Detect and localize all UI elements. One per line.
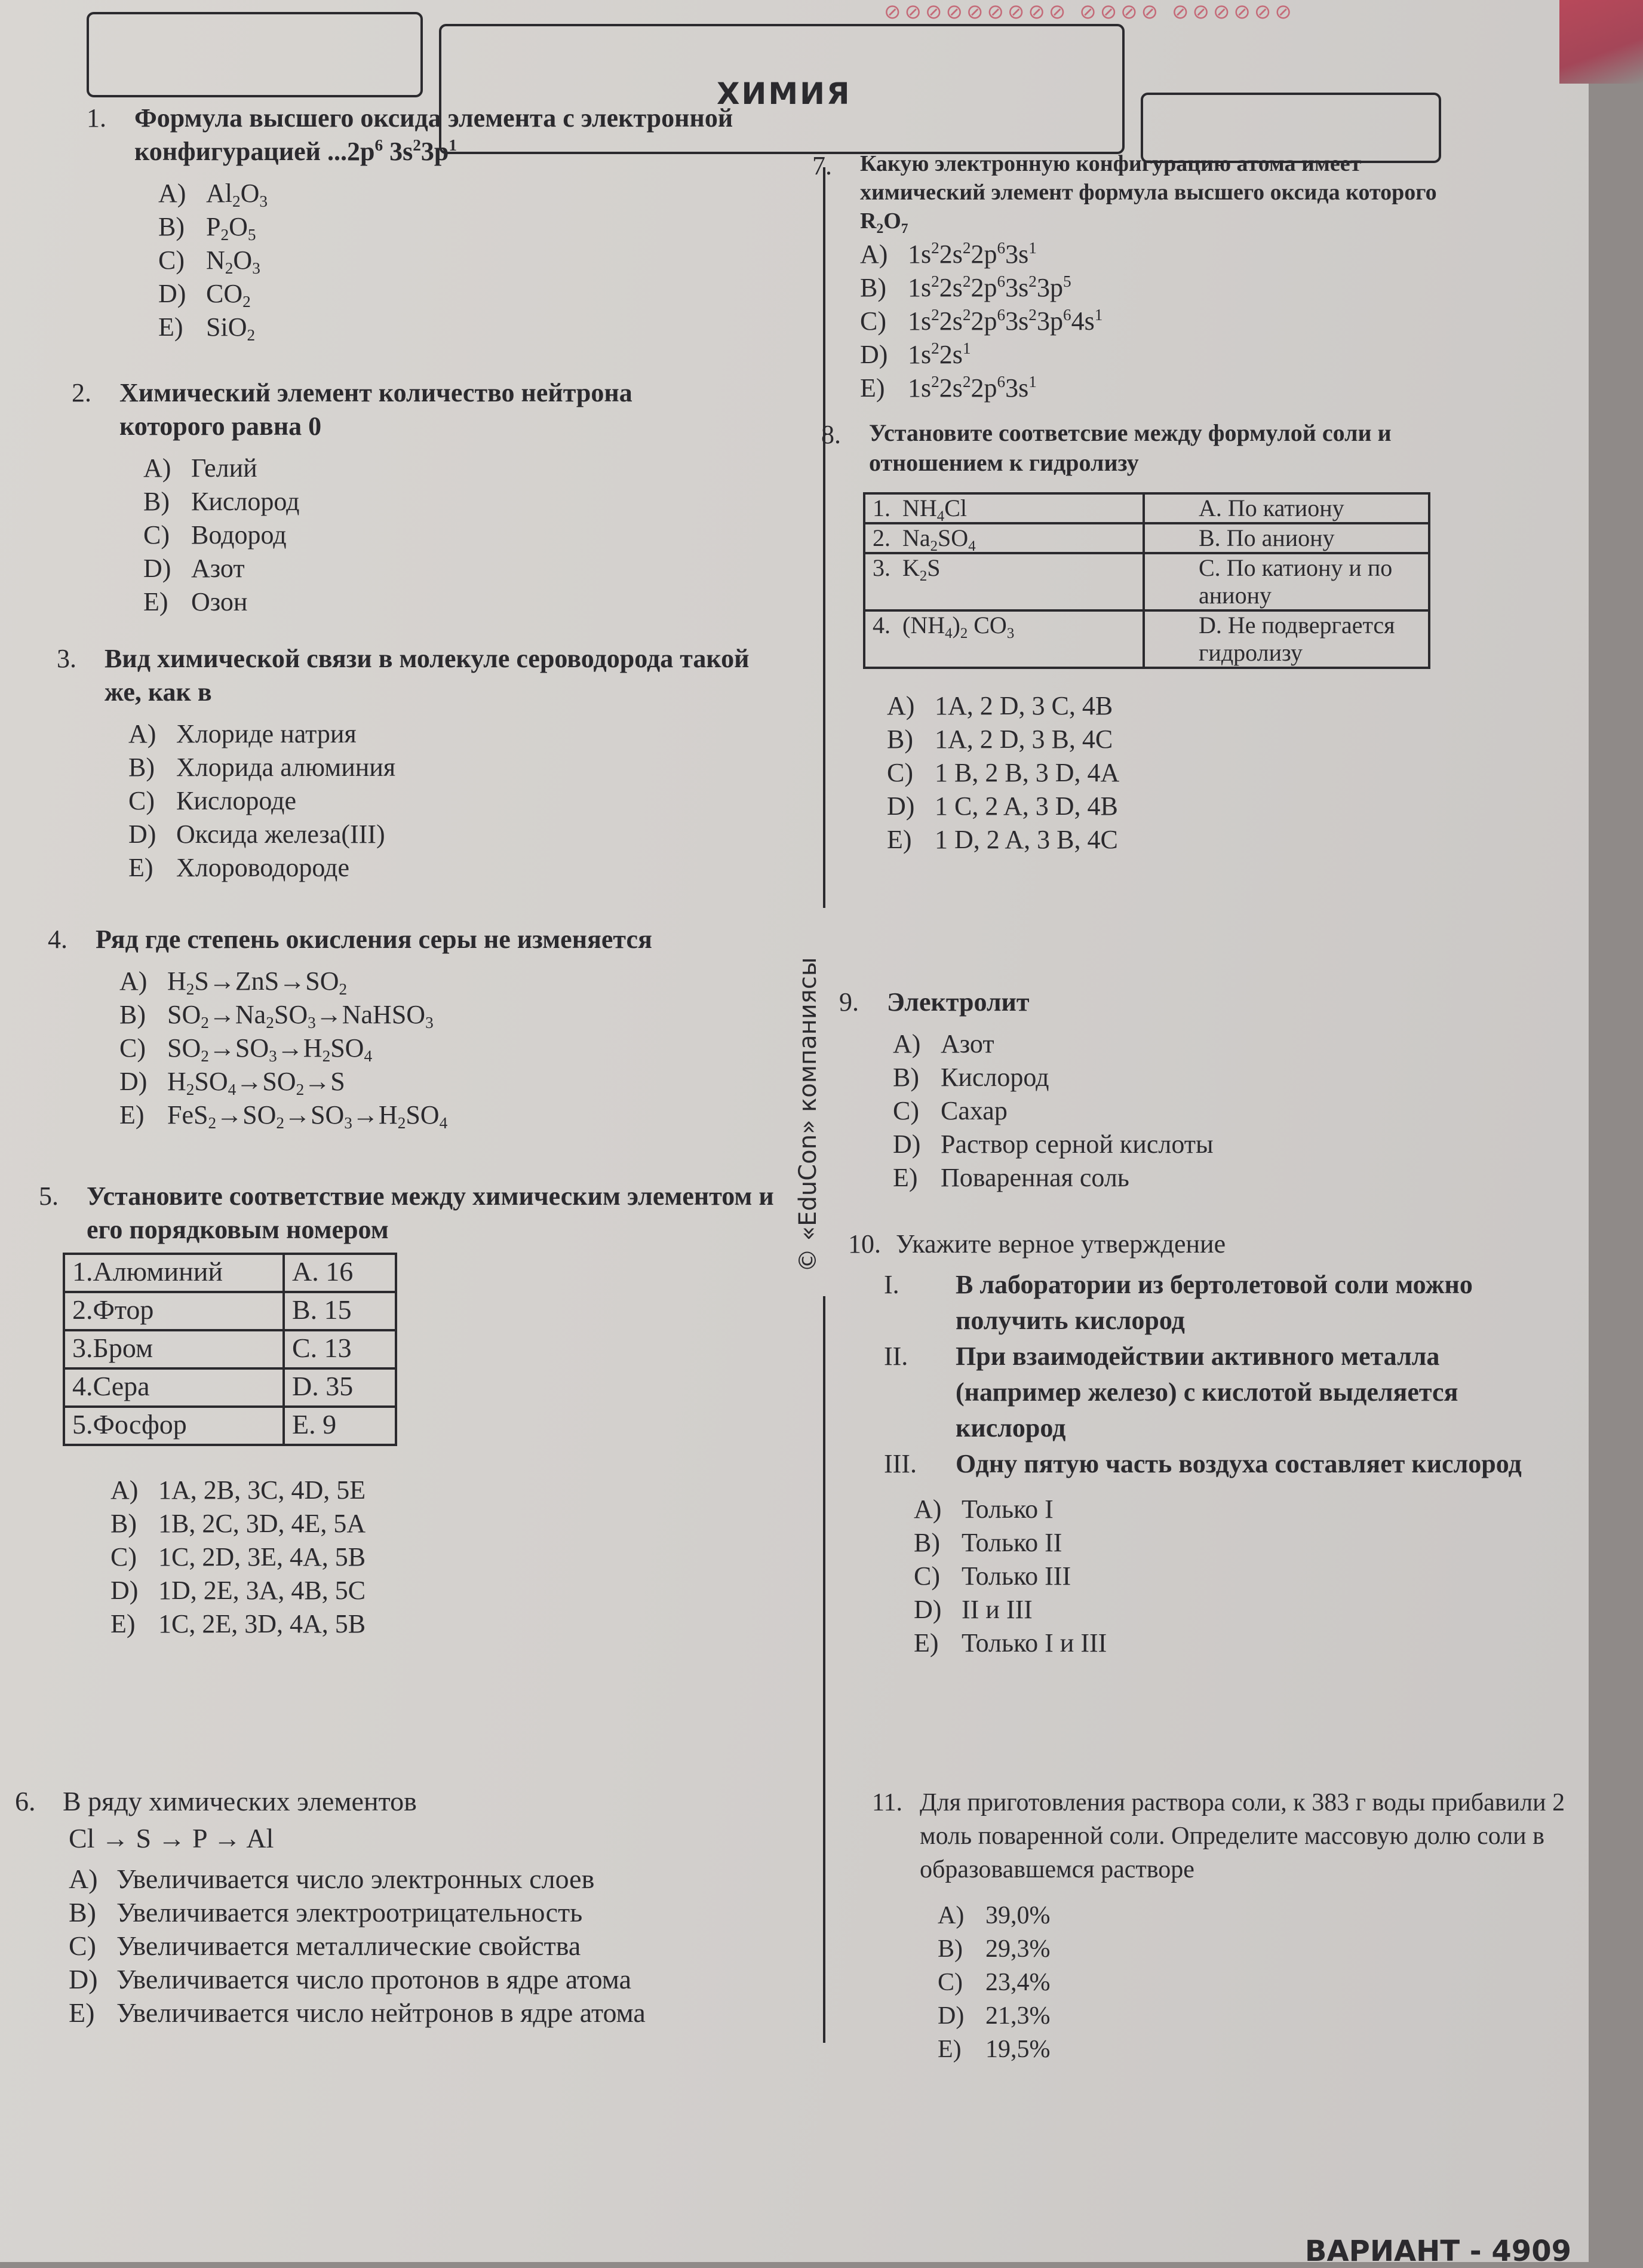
background-corner bbox=[1559, 0, 1643, 84]
option-text: $1s^22s^22p^63s^1$ bbox=[908, 239, 1037, 269]
question-number: 8. bbox=[821, 420, 841, 449]
table-row bbox=[864, 523, 1429, 553]
answer-option-c[interactable] bbox=[143, 518, 729, 552]
option-text: 21,3% bbox=[985, 2002, 1051, 2030]
option-text: $1s^22s^22p^63s^23p^64s^1$ bbox=[908, 306, 1103, 336]
option-letter: E) bbox=[914, 1628, 939, 1658]
option-letter: E) bbox=[158, 312, 183, 342]
question-text: Вид химической связи в молекуле сероводорода такой же, как в bbox=[105, 644, 750, 707]
option-letter: A) bbox=[143, 453, 171, 483]
table-row bbox=[864, 553, 1429, 610]
question-number: 7. bbox=[812, 151, 832, 180]
option-letter: A) bbox=[128, 719, 156, 748]
answer-option-e[interactable] bbox=[893, 1161, 1436, 1195]
answer-option-b[interactable] bbox=[110, 1503, 791, 1537]
option-letter: E) bbox=[119, 1100, 145, 1130]
question-text: Установите соответствие между химическим элементом и его порядковым номером bbox=[87, 1181, 774, 1244]
option-letter: D) bbox=[110, 1576, 139, 1605]
answer-option-c[interactable] bbox=[158, 244, 744, 277]
question-6 bbox=[15, 1783, 839, 2028]
option-letter: B) bbox=[110, 1509, 137, 1538]
option-letter: C) bbox=[110, 1542, 137, 1572]
option-text: $Al_2O_3$ bbox=[206, 179, 268, 210]
answer-option-e[interactable] bbox=[119, 1098, 788, 1132]
question-number: 6. bbox=[15, 1786, 36, 1816]
question-number: 11. bbox=[872, 1789, 902, 1816]
option-text: 1A, 2B, 3C, 4D, 5E bbox=[158, 1475, 366, 1505]
option-text: Водород bbox=[191, 520, 287, 550]
hydrolysis-table bbox=[863, 492, 1430, 669]
option-letter: A) bbox=[110, 1475, 139, 1505]
statement-text: В лаборатории из бертолетовой соли можно получить кислород bbox=[956, 1270, 1473, 1335]
answer-option-d[interactable] bbox=[119, 1065, 788, 1098]
answer-option-d[interactable] bbox=[938, 1995, 1601, 2028]
option-text: 29,3% bbox=[985, 1935, 1051, 1963]
option-text: Увеличивается электроотрицательность bbox=[116, 1897, 583, 1928]
option-letter: A) bbox=[887, 691, 915, 720]
option-text: $SO_2\to SO_3\to H_2SO_4$ bbox=[167, 1033, 373, 1065]
option-text: 1A, 2 D, 3 B, 4C bbox=[935, 725, 1113, 754]
answer-option-d[interactable] bbox=[110, 1570, 791, 1604]
option-letter: A) bbox=[119, 966, 148, 996]
option-letter: B) bbox=[914, 1528, 940, 1557]
element-cell: 2.Фтор bbox=[64, 1292, 284, 1330]
answer-option-a[interactable] bbox=[938, 1895, 1601, 1928]
answer-option-c[interactable] bbox=[69, 1928, 839, 1961]
number-cell: C. 13 bbox=[284, 1330, 396, 1368]
hydrolysis-type-cell: C. По катиону и по аниону bbox=[1144, 553, 1429, 610]
option-text: Гелий bbox=[191, 453, 257, 483]
option-letter: E) bbox=[887, 825, 912, 854]
table-row bbox=[64, 1254, 396, 1292]
number-cell: B. 15 bbox=[284, 1292, 396, 1330]
option-letter: D) bbox=[938, 2002, 965, 2030]
option-letter: A) bbox=[158, 179, 186, 208]
option-text: Раствор серной кислоты bbox=[941, 1130, 1214, 1159]
question-1 bbox=[87, 102, 744, 344]
answer-option-a[interactable] bbox=[887, 689, 1478, 723]
answer-option-b[interactable] bbox=[914, 1524, 1541, 1557]
question-5 bbox=[39, 1180, 791, 1637]
answer-option-a[interactable] bbox=[893, 1027, 1436, 1061]
question-4 bbox=[48, 923, 788, 1132]
option-letter: B) bbox=[119, 1000, 146, 1029]
option-text: 1A, 2 D, 3 C, 4B bbox=[935, 691, 1113, 720]
question-text: Для приготовления раствора соли, к 383 г воды прибавили 2 моль поваренной соли. Определите массовую долю соли в образовавшемся растворе bbox=[920, 1789, 1565, 1883]
element-series: Cl → S → P → Al bbox=[69, 1823, 274, 1853]
answer-option-a[interactable] bbox=[69, 1861, 839, 1894]
option-text: $1s^22s^22p^63s^1$ bbox=[908, 373, 1037, 403]
option-text: Хлорида алюминия bbox=[176, 753, 396, 782]
question-number: 3. bbox=[57, 644, 76, 673]
question-number: 1. bbox=[87, 103, 106, 133]
answer-option-e[interactable] bbox=[69, 1994, 839, 2028]
answer-option-d[interactable] bbox=[143, 552, 729, 585]
option-text: $SO_2\to Na_2SO_3\to NaHSO_3$ bbox=[167, 1000, 434, 1032]
option-text: $H_2SO_4\to SO_2\to S$ bbox=[167, 1067, 345, 1098]
answer-option-a[interactable] bbox=[158, 177, 744, 210]
option-text: Увеличивается число электронных слоев bbox=[116, 1864, 595, 1894]
salt-formula-cell: 2. $Na_2SO_4$ bbox=[864, 523, 1144, 553]
answer-option-b[interactable] bbox=[158, 210, 744, 244]
answer-option-a[interactable] bbox=[119, 965, 788, 998]
answer-option-e[interactable] bbox=[938, 2028, 1601, 2062]
option-text: $P_2O_5$ bbox=[206, 212, 256, 244]
option-text: Азот bbox=[941, 1029, 994, 1058]
answer-option-c[interactable] bbox=[110, 1537, 791, 1570]
statement-text: При взаимодействии активного металла (например железо) с кислотой выделяется кислород bbox=[956, 1342, 1458, 1443]
option-text: $CO_2$ bbox=[206, 279, 251, 311]
option-text: Только I bbox=[962, 1494, 1054, 1524]
option-letter: B) bbox=[69, 1897, 96, 1928]
hydrolysis-type-cell: A. По катиону bbox=[1144, 493, 1429, 523]
question-text: Ряд где степень окисления серы не изменяется bbox=[96, 925, 652, 954]
statement-number: II. bbox=[884, 1342, 908, 1371]
option-text: 1B, 2C, 3D, 4E, 5A bbox=[158, 1509, 366, 1538]
option-letter: E) bbox=[69, 1997, 95, 2028]
option-letter: E) bbox=[128, 853, 153, 882]
option-letter: E) bbox=[110, 1609, 136, 1638]
option-text: $N_2O_3$ bbox=[206, 245, 260, 277]
question-number: 10. bbox=[848, 1229, 881, 1259]
answer-option-e[interactable] bbox=[887, 823, 1478, 857]
table-row bbox=[64, 1330, 396, 1368]
matching-table bbox=[63, 1253, 397, 1446]
option-letter: B) bbox=[158, 212, 185, 241]
option-letter: E) bbox=[938, 2036, 962, 2063]
option-letter: A) bbox=[938, 1902, 965, 1929]
option-text: Оксида железа(III) bbox=[176, 820, 385, 849]
answer-option-c[interactable] bbox=[938, 1962, 1601, 1995]
option-text: Только I и III bbox=[962, 1628, 1107, 1658]
option-letter: B) bbox=[938, 1935, 963, 1963]
option-text: 23,4% bbox=[985, 1969, 1051, 1996]
option-text: Азот bbox=[191, 554, 245, 583]
answer-option-b[interactable] bbox=[887, 723, 1478, 756]
header-box-left bbox=[87, 12, 423, 97]
option-text: Кислороде bbox=[176, 786, 297, 815]
salt-formula-cell: 3. $K_2S$ bbox=[864, 553, 1144, 610]
option-letter: B) bbox=[893, 1063, 919, 1092]
answer-option-d[interactable] bbox=[893, 1128, 1436, 1161]
option-text: Увеличивается металлические свойства bbox=[116, 1931, 581, 1961]
copyright-note: © «EduCon» компаниясы bbox=[794, 957, 822, 1272]
answer-option-e[interactable] bbox=[914, 1624, 1541, 1658]
question-text: Электролит bbox=[887, 987, 1030, 1017]
answer-option-b[interactable] bbox=[119, 998, 788, 1032]
option-text: Увеличивается число протонов в ядре атома bbox=[116, 1964, 631, 1994]
option-text: Сахар bbox=[941, 1096, 1008, 1125]
answer-option-e[interactable] bbox=[110, 1604, 791, 1637]
option-letter: E) bbox=[893, 1163, 918, 1192]
option-letter: D) bbox=[158, 279, 186, 308]
option-letter: A) bbox=[860, 240, 888, 269]
option-letter: C) bbox=[938, 1969, 963, 1996]
question-9 bbox=[839, 986, 1436, 1195]
number-cell: A. 16 bbox=[284, 1254, 396, 1292]
question-10 bbox=[848, 1227, 1541, 1658]
option-text: Поваренная соль bbox=[941, 1163, 1129, 1192]
option-letter: D) bbox=[860, 340, 888, 369]
question-text: Формула высшего оксида элемента с электронной конфигурацией $...2p^6$ $3s^23p^1$ bbox=[134, 103, 733, 166]
element-cell: 5.Фосфор bbox=[64, 1407, 284, 1445]
option-text: 1C, 2E, 3D, 4A, 5B bbox=[158, 1609, 366, 1638]
option-letter: B) bbox=[887, 725, 913, 754]
question-text: В ряду химических элементов bbox=[63, 1786, 417, 1816]
answer-option-d[interactable] bbox=[128, 818, 785, 851]
question-8 bbox=[821, 418, 1478, 857]
option-letter: D) bbox=[143, 554, 171, 583]
variant-number: ВАРИАНТ - 4909 bbox=[1304, 2235, 1571, 2268]
option-letter: B) bbox=[860, 273, 886, 302]
option-letter: D) bbox=[128, 820, 156, 849]
option-text: Только III bbox=[962, 1561, 1071, 1591]
hydrolysis-type-cell: D. Не подвергается гидролизу bbox=[1144, 610, 1429, 668]
option-text: 1 C, 2 A, 3 D, 4B bbox=[935, 791, 1118, 821]
option-text: $FeS_2\to SO_2\to SO_3\to H_2SO_4$ bbox=[167, 1100, 448, 1132]
salt-formula-cell: 4. $(NH_4)_2$ $CO_3$ bbox=[864, 610, 1144, 668]
answer-option-d[interactable] bbox=[914, 1591, 1541, 1624]
answer-option-c[interactable] bbox=[119, 1032, 788, 1065]
question-2 bbox=[72, 376, 729, 619]
question-number: 9. bbox=[839, 987, 859, 1017]
answer-option-a[interactable] bbox=[914, 1490, 1541, 1524]
answer-option-e[interactable] bbox=[143, 585, 729, 619]
table-row bbox=[64, 1368, 396, 1407]
answer-option-b[interactable] bbox=[69, 1894, 839, 1928]
option-text: Увеличивается число нейтронов в ядре атома bbox=[116, 1997, 646, 2028]
answer-option-e[interactable] bbox=[128, 851, 785, 885]
answer-option-b[interactable] bbox=[143, 485, 729, 518]
option-text: Только II bbox=[962, 1528, 1062, 1557]
hydrolysis-type-cell: B. По аниону bbox=[1144, 523, 1429, 553]
option-text: Кислород bbox=[941, 1063, 1049, 1092]
option-text: Озон bbox=[191, 587, 248, 616]
option-text: Кислород bbox=[191, 487, 300, 516]
option-text: 1 D, 2 A, 3 B, 4C bbox=[935, 825, 1118, 854]
answer-option-a[interactable] bbox=[860, 238, 1469, 271]
option-letter: C) bbox=[119, 1033, 146, 1063]
option-letter: A) bbox=[69, 1864, 98, 1894]
question-text: Химический элемент количество нейтрона которого равна 0 bbox=[119, 378, 632, 441]
question-7 bbox=[812, 149, 1469, 405]
statement-item bbox=[884, 1267, 1541, 1339]
answer-option-b[interactable] bbox=[128, 751, 785, 784]
answer-option-c[interactable] bbox=[128, 784, 785, 818]
answer-option-c[interactable] bbox=[860, 305, 1469, 338]
option-letter: E) bbox=[143, 587, 168, 616]
answer-option-d[interactable] bbox=[69, 1961, 839, 1994]
option-text: 1 B, 2 B, 3 D, 4A bbox=[935, 758, 1120, 787]
table-row bbox=[64, 1292, 396, 1330]
question-11 bbox=[872, 1786, 1601, 2062]
answer-option-d[interactable] bbox=[158, 277, 744, 311]
answer-option-d[interactable] bbox=[860, 338, 1469, 372]
option-text: 19,5% bbox=[985, 2036, 1051, 2063]
question-text: Укажите верное утверждение bbox=[896, 1229, 1226, 1259]
statement-item bbox=[884, 1339, 1541, 1446]
salt-formula-cell: 1. $NH_4Cl$ bbox=[864, 493, 1144, 523]
statement-number: I. bbox=[884, 1270, 899, 1299]
option-letter: C) bbox=[158, 245, 185, 275]
number-cell: E. 9 bbox=[284, 1407, 396, 1445]
option-letter: D) bbox=[119, 1067, 148, 1096]
option-text: 39,0% bbox=[985, 1902, 1051, 1929]
answer-option-a[interactable] bbox=[110, 1470, 791, 1503]
option-text: $1s^22s^22p^63s^23p^5$ bbox=[908, 272, 1071, 302]
option-letter: C) bbox=[860, 306, 886, 336]
element-cell: 1.Алюминий bbox=[64, 1254, 284, 1292]
question-number: 5. bbox=[39, 1181, 59, 1211]
option-letter: D) bbox=[893, 1130, 921, 1159]
answer-option-e[interactable] bbox=[158, 311, 744, 344]
option-letter: E) bbox=[860, 373, 885, 403]
question-text: Какую электронную конфигурацию атома имеет химический элемент формула высшего оксида которого $R_2O_7$ bbox=[860, 151, 1437, 237]
option-letter: A) bbox=[893, 1029, 921, 1058]
question-number: 4. bbox=[48, 925, 67, 954]
option-text: 1C, 2D, 3E, 4A, 5B bbox=[158, 1542, 366, 1572]
option-letter: B) bbox=[128, 753, 155, 782]
column-divider-bottom bbox=[823, 1296, 825, 2043]
answer-option-c[interactable] bbox=[887, 756, 1478, 790]
option-text: 1D, 2E, 3A, 4B, 5C bbox=[158, 1576, 366, 1605]
answer-option-c[interactable] bbox=[893, 1094, 1436, 1128]
answer-option-d[interactable] bbox=[887, 790, 1478, 823]
question-number: 2. bbox=[72, 378, 91, 407]
statement-number: III. bbox=[884, 1449, 917, 1478]
option-text: Хлороводороде bbox=[176, 853, 349, 882]
option-letter: C) bbox=[143, 520, 170, 550]
option-letter: C) bbox=[69, 1931, 96, 1961]
answer-option-e[interactable] bbox=[860, 372, 1469, 405]
option-letter: B) bbox=[143, 487, 170, 516]
element-cell: 4.Сера bbox=[64, 1368, 284, 1407]
option-text: $1s^22s^1$ bbox=[908, 339, 971, 369]
answer-option-c[interactable] bbox=[914, 1557, 1541, 1591]
option-letter: C) bbox=[893, 1096, 919, 1125]
answer-option-a[interactable] bbox=[143, 452, 729, 485]
table-row bbox=[64, 1407, 396, 1445]
option-letter: D) bbox=[69, 1964, 98, 1994]
subject-title: ХИМИЯ bbox=[717, 76, 852, 111]
question-text: Установите соответсвие между формулой соли и отношением к гидролизу bbox=[869, 419, 1392, 476]
option-text: $H_2S\to ZnS\to SO_2$ bbox=[167, 966, 348, 998]
table-row bbox=[864, 610, 1429, 668]
table-row bbox=[864, 493, 1429, 523]
answer-option-b[interactable] bbox=[860, 271, 1469, 305]
option-letter: C) bbox=[128, 786, 155, 815]
answer-bubbles-strip: ⊘⊘⊘⊘⊘⊘⊘⊘⊘ ⊘⊘⊘⊘ ⊘⊘⊘⊘⊘⊘ bbox=[884, 0, 1295, 24]
answer-option-a[interactable] bbox=[128, 717, 785, 751]
answer-option-b[interactable] bbox=[938, 1928, 1601, 1962]
option-text: II и III bbox=[962, 1595, 1033, 1624]
answer-option-b[interactable] bbox=[893, 1061, 1436, 1094]
number-cell: D. 35 bbox=[284, 1368, 396, 1407]
option-text: Хлориде натрия bbox=[176, 719, 357, 748]
option-letter: C) bbox=[887, 758, 913, 787]
statement-item bbox=[884, 1446, 1541, 1482]
option-letter: D) bbox=[887, 791, 915, 821]
option-text: SiO$_2$ bbox=[206, 312, 256, 344]
question-3 bbox=[57, 642, 785, 885]
statement-text: Одну пятую часть воздуха составляет кислород bbox=[956, 1449, 1522, 1478]
option-letter: A) bbox=[914, 1494, 942, 1524]
option-letter: D) bbox=[914, 1595, 942, 1624]
option-letter: C) bbox=[914, 1561, 940, 1591]
element-cell: 3.Бром bbox=[64, 1330, 284, 1368]
